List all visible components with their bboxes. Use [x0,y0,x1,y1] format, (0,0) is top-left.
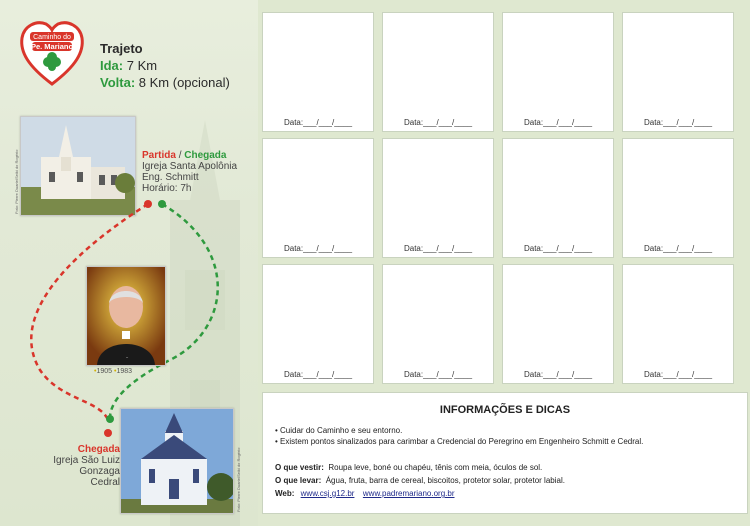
start-green-dot [158,200,166,208]
vestir-text: Roupa leve, boné ou chapéu, tênis com meia, óculos de sol. [328,463,543,472]
route-title: Trajeto [100,41,143,56]
info-bullet-2: • Existem pontos sinalizados para carimbar a Credencial do Peregrino em Engenheiro Schmitt e Cedral. [275,436,643,447]
ida-value: 7 Km [126,58,158,73]
right-panel [258,0,750,526]
volta-value: 8 Km (opcional) [138,75,230,90]
partida-label: Partida [142,150,176,161]
stamp-date: Data:___/___/____ [403,370,473,379]
info-bullets [275,425,643,447]
year-start: 1905 [96,368,113,375]
start-red-dot [144,200,152,208]
stamp-date: Data:___/___/____ [403,244,473,253]
slash: / [178,150,182,161]
stamp-date: Data:___/___/____ [523,370,593,379]
levar-row [275,476,565,485]
stamp-box [502,12,614,132]
end-place: Cedral [90,477,120,488]
levar-text: Água, fruta, barra de cereal, biscoitos, protetor solar, protetor labial. [325,476,565,485]
info-box [262,392,748,514]
web-link-padremariano[interactable]: www.padremariano.org.br [362,489,455,498]
levar-label: O que levar: [275,476,322,485]
web-link-csj[interactable]: www.csj.g12.br [300,489,355,498]
chegada-label: Chegada [77,444,120,455]
stamp-box [622,264,734,384]
stamp-date: Data:___/___/____ [523,118,593,127]
end-info [10,444,120,488]
vestir-label: O que vestir: [275,463,324,472]
stamp-box [262,138,374,258]
web-row [275,489,455,498]
logo-text-bottom: Pe. Mariano [30,42,74,51]
year-end: 1983 [116,368,133,375]
portrait-years: •1905 •1983 [94,368,133,375]
start-church: Igreja Santa Apolônia [142,161,238,172]
end-green-dot [106,415,114,423]
stamp-box [502,264,614,384]
stamp-date: Data:___/___/____ [523,244,593,253]
vestir-row [275,463,542,472]
stamp-box [262,12,374,132]
stamp-box [622,138,734,258]
volta-label: Volta: [100,75,136,90]
logo-text-top: Caminho do [33,34,71,41]
stamp-date: Data:___/___/____ [643,370,713,379]
web-label: Web: [275,489,295,498]
start-time: Horário: 7h [142,183,192,194]
stamp-box [382,264,494,384]
stamp-box [262,264,374,384]
stamp-date: Data:___/___/____ [643,244,713,253]
stamp-box [622,12,734,132]
stamp-date: Data:___/___/____ [643,118,713,127]
stamp-date: Data:___/___/____ [283,370,353,379]
photo-credit-1: Foto: Pierre Duarte/Seiki do Rogério [14,149,19,214]
stamp-box [382,138,494,258]
photo-credit-2: Foto: Pierre Duarte/Seiki do Rogério [236,447,241,512]
left-panel [0,0,258,526]
stamp-date: Data:___/___/____ [283,118,353,127]
ida-label: Ida: [100,58,124,73]
church-sao-luiz-photo [120,408,234,514]
stamp-box [502,138,614,258]
chegada-label-top: Chegada [184,150,227,161]
stamp-box [382,12,494,132]
svg-text:~: ~ [125,355,129,360]
info-title: INFORMAÇÕES E DICAS [439,404,571,416]
end-red-dot [104,429,112,437]
stamp-date: Data:___/___/____ [403,118,473,127]
padre-mariano-portrait [86,266,166,366]
start-place: Eng. Schmitt [142,172,199,183]
stamp-date: Data:___/___/____ [283,244,353,253]
info-bullet-1: • Cuidar do Caminho e seu entorno. [275,425,643,436]
end-church: Igreja São Luiz Gonzaga [53,455,120,477]
